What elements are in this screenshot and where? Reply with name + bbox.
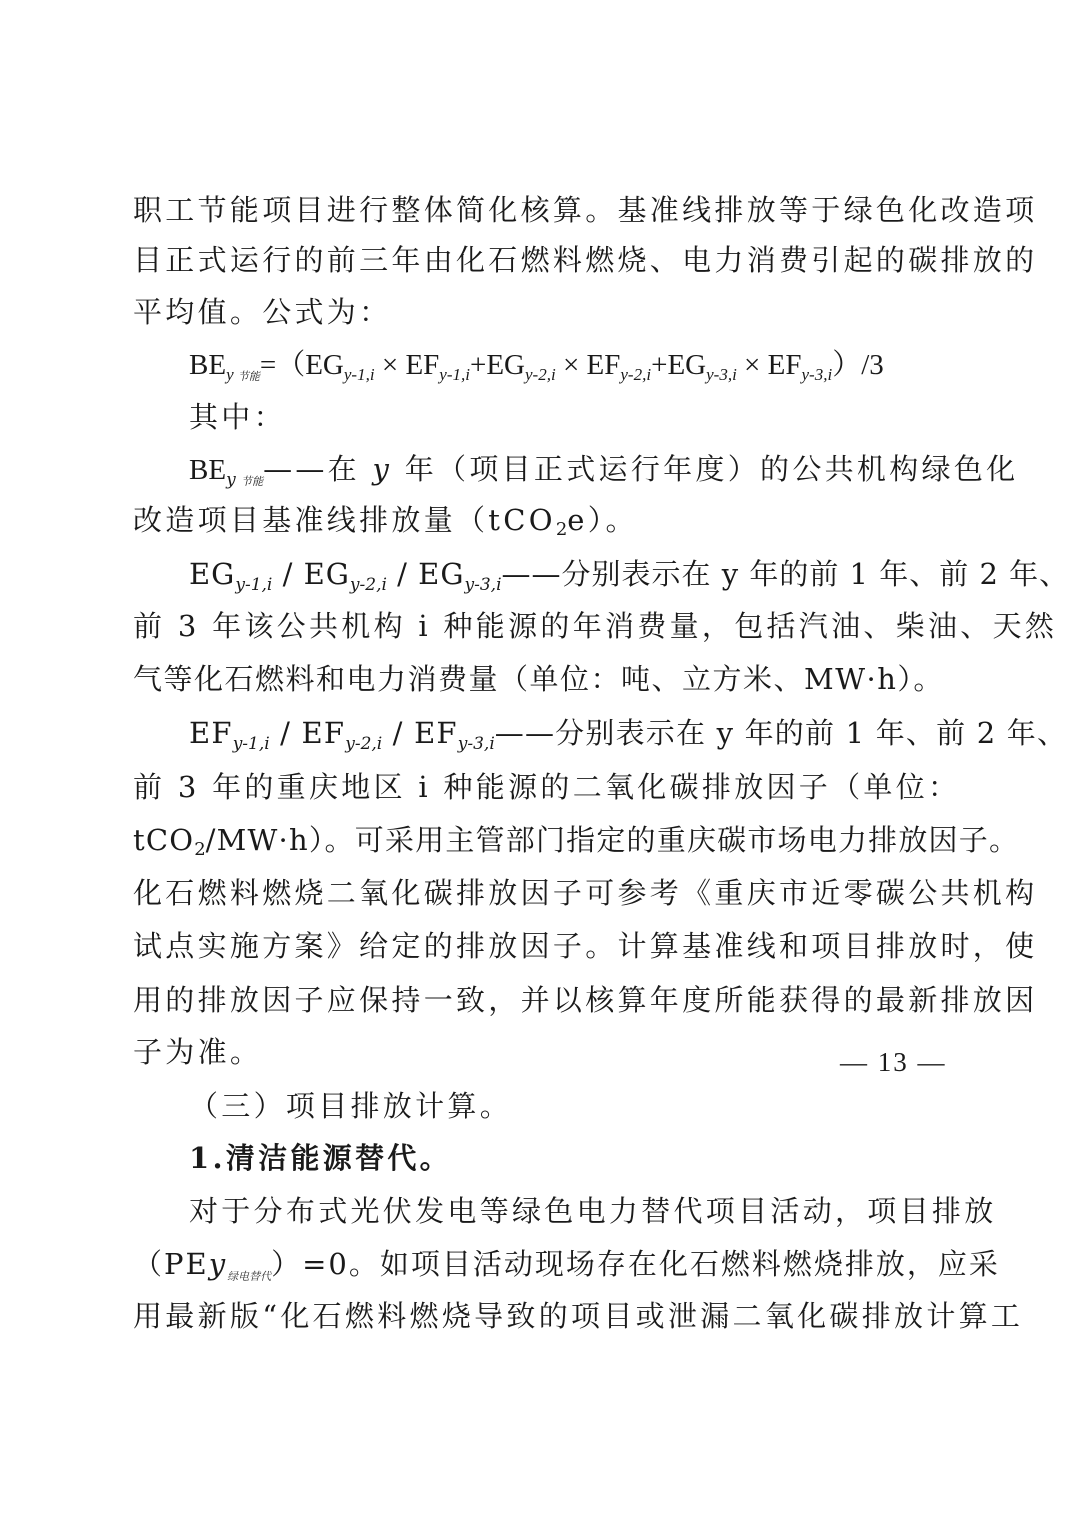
body-text-line: 试点实施方案》给定的排放因子。计算基准线和项目排放时，使	[133, 929, 1038, 963]
body-text-line: 前 3 年该公共机构 i 种能源的年消费量，包括汽油、柴油、天然	[133, 609, 1058, 643]
body-text-line: 平均值。公式为：	[133, 295, 392, 329]
body-text-line: 职工节能项目进行整体简化核算。基准线排放等于绿色化改造项	[133, 193, 1038, 227]
definition-ef: $EF_{y-1,i} / EF_{y-2,i}$ / $EF_{y-3,i}——$分别表示在 y 年的前 1 年、前 2 年、	[189, 716, 1068, 754]
body-text-line: 对于分布式光伏发电等绿色电力替代项目活动，项目排放	[189, 1194, 997, 1228]
body-text-line: 用的排放因子应保持一致，并以核算年度所能获得的最新排放因	[133, 983, 1038, 1017]
section-heading: （三）项目排放计算。	[189, 1089, 513, 1123]
qizhong-label: 其中：	[189, 400, 286, 434]
definition-be: $BE_{y 节能}——$在 y 年（项目正式运行年度）的公共机构绿色化	[189, 452, 1019, 490]
body-text-line: 用最新版“化石燃料燃烧导致的项目或泄漏二氧化碳排放计算工	[133, 1299, 1024, 1333]
definition-eg: $EG_{y-1,i} / EG_{y-2,i}$ / $EG_{y-3,i}——$分别表示在 y 年的前 1 年、前 2 年、	[189, 557, 1070, 595]
item-heading: 1.清洁能源替代。	[189, 1141, 452, 1175]
body-text-line: （PEy$_{绿电替代}$）=0。如项目活动现场存在化石燃料燃烧排放，应采	[133, 1247, 1000, 1283]
body-text-line: 子为准。	[133, 1035, 263, 1069]
page-number: — 13 —	[840, 1047, 947, 1077]
body-text-line: 改造项目基准线排放量（tCO2e）。	[133, 503, 638, 540]
body-text-line: 气等化石燃料和电力消费量（单位：吨、立方米、MW·h）。	[133, 662, 944, 696]
body-text-line: 目正式运行的前三年由化石燃料燃烧、电力消费引起的碳排放的	[133, 243, 1038, 277]
baseline-formula: $BE_{y 节能}=(EG_{y-1,i} \times EF_{y-1,i}+EG_{y-2,i} \times EF_{y-2,i}+EG_{y-3,i} \times EF_{y-3,i})/3$	[189, 349, 884, 384]
body-text-line: 化石燃料燃烧二氧化碳排放因子可参考《重庆市近零碳公共机构	[133, 876, 1038, 910]
body-text-line: 前 3 年的重庆地区 i 种能源的二氧化碳排放因子（单位：	[133, 770, 961, 804]
body-text-line: tCO2/MW·h）。可采用主管部门指定的重庆碳市场电力排放因子。	[133, 823, 1020, 860]
